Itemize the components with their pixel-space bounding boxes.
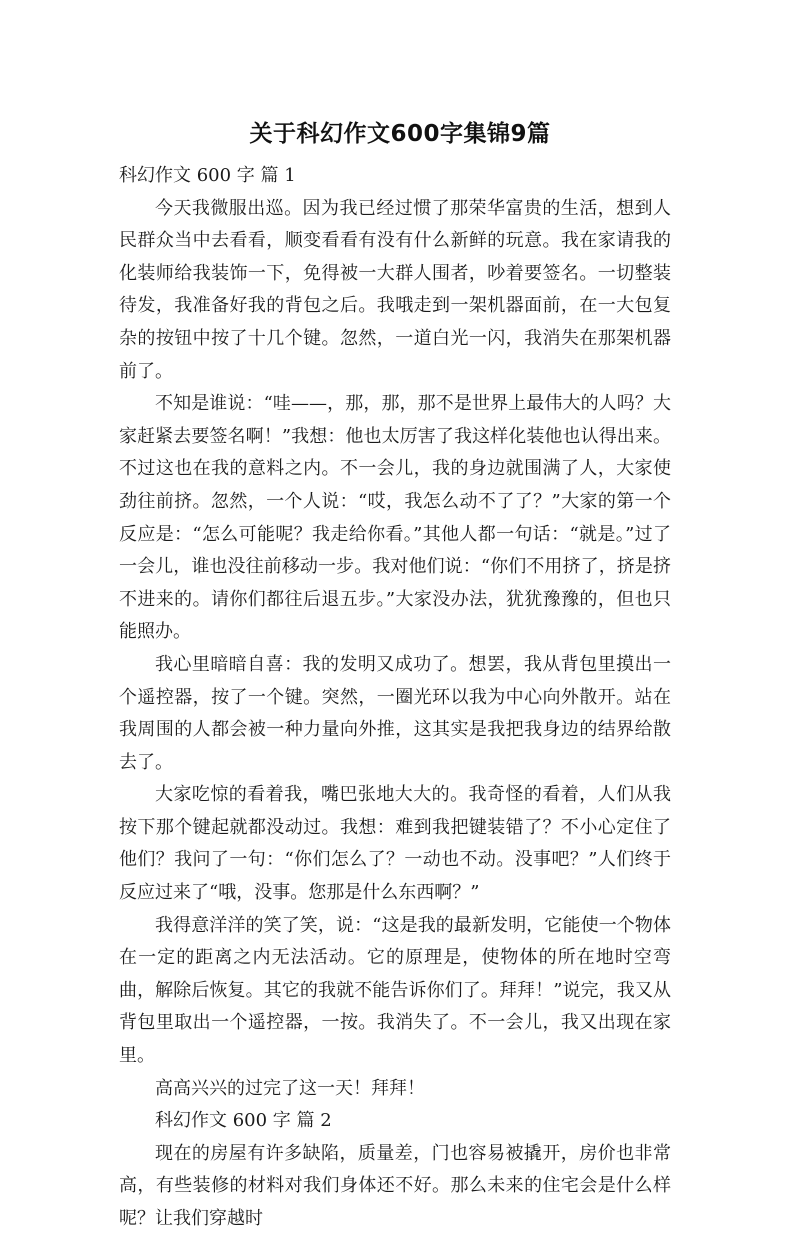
section-heading-1: 科幻作文 600 字 篇 1 xyxy=(119,165,296,186)
section-heading-2: 科幻作文 600 字 篇 2 xyxy=(155,1110,332,1132)
paragraph: 不知是谁说：“哇——，那，那，那不是世界上最伟大的人吗？大家赶紧去要签名啊！”我想：他也太厉害了我这样化装他也认得出来。不过这也在我的意料之内。不一会儿，我的身边就围满了人，大家使劲往前挤。忽然，一个人说：“哎，我怎么动不了了？”大家的第一个反应是：“怎么可能呢？我走给你看。”其他人都一句话：“就是。”过了一会儿，谁也没往前移动一步。我对他们说：“你们不用挤了，挤是挤不进来的。请你们都往后退五步。”大家没办法，犹犹豫豫的，但也只能照办。 xyxy=(119,393,671,643)
paragraph: 高高兴兴的过完了这一天！拜拜！ xyxy=(155,1077,425,1099)
document-body xyxy=(119,160,671,1236)
paragraph: 今天我微服出巡。因为我已经过惯了那荣华富贵的生活，想到人民群众当中去看看，顺变看看有没有什么新鲜的玩意。我在家请我的化装师给我装饰一下，免得被一大群人围者，吵着要签名。一切整装待发，我准备好我的背包之后。我哦走到一架机器面前，在一大包复杂的按钮中按了十几个键。忽然，一道白光一闪，我消失在那架机器前了。 xyxy=(119,197,671,382)
document-title: 关于科幻作文600字集锦9篇 xyxy=(249,121,551,147)
paragraph: 大家吃惊的看着我，嘴巴张地大大的。我奇怪的看着，人们从我按下那个键起就都没动过。我想：难到我把键装错了？不小心定住了他们？我问了一句：“你们怎么了？一动也不动。没事吧？”人们终于反应过来了“哦，没事。您那是什么东西啊？” xyxy=(119,784,671,904)
paragraph: 现在的房屋有许多缺陷，质量差，门也容易被撬开，房价也非常高，有些装修的材料对我们身体还不好。那么未来的住宅会是什么样呢？让我们穿越时 xyxy=(119,1142,671,1229)
paragraph: 我得意洋洋的笑了笑，说：“这是我的最新发明，它能使一个物体在一定的距离之内无法活动。它的原理是，使物体的所在地时空弯曲，解除后恢复。其它的我就不能告诉你们了。拜拜！”说完，我又从背包里取出一个遥控器，一按。我消失了。不一会儿，我又出现在家里。 xyxy=(119,914,671,1067)
paragraph: 我心里暗暗自喜：我的发明又成功了。想罢，我从背包里摸出一个遥控器，按了一个键。突然，一圈光环以我为中心向外散开。站在我周围的人都会被一种力量向外推，这其实是我把我身边的结界给散去了。 xyxy=(119,653,671,773)
